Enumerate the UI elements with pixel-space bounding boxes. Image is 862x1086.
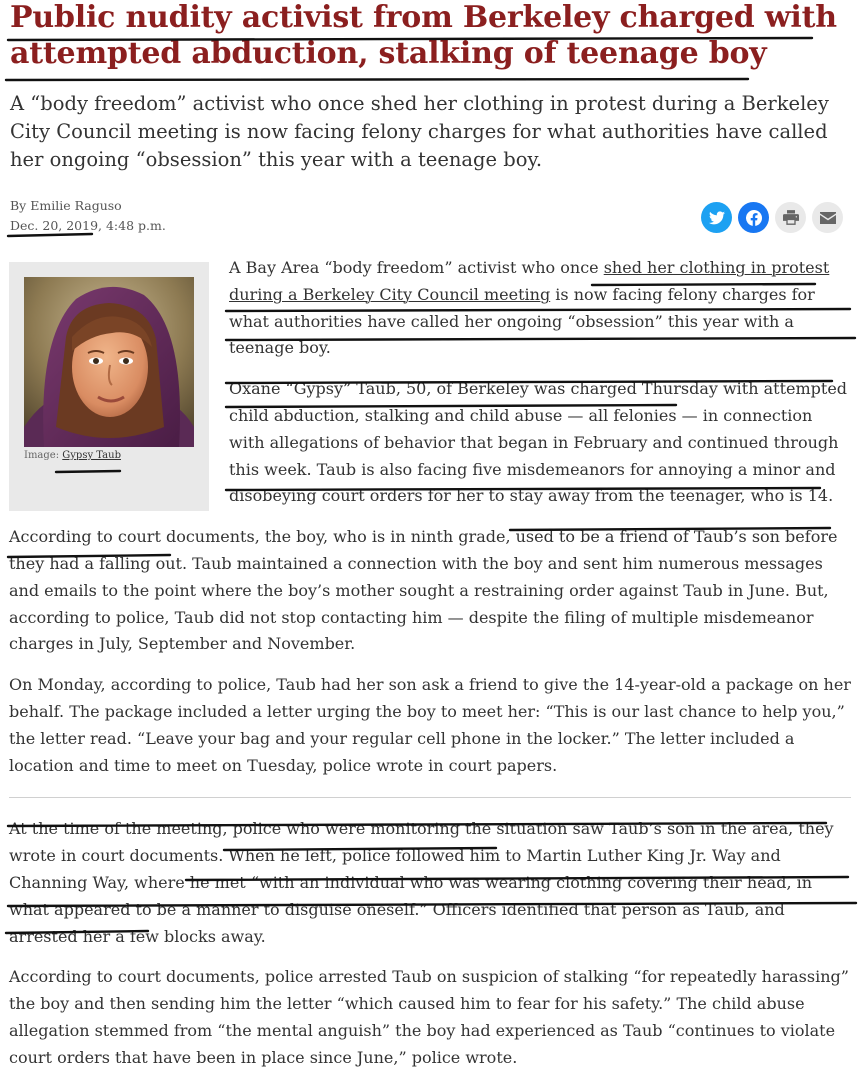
email-icon xyxy=(820,212,836,224)
article-paragraph-5: At the time of the meeting, police who were monitoring the situation saw Taub’s son in the area, they wrote in court documents. When he left, police followed him to Martin Luther King Jr. Way and Channing Way, where he met “with an individual who was wearing clothing covering their head, in what appeared to be a manner to disguise oneself.” Officers identified that person as Taub, and arrested her a few blocks away. xyxy=(9,819,834,946)
facebook-icon xyxy=(746,210,762,226)
caption-prefix: Image: xyxy=(24,450,60,461)
p1-text-b: is now facing felony charges for what authorities have called her ongoing “obsession” this year with a teenage boy. xyxy=(229,284,815,358)
subheadline: A “body freedom” activist who once shed her clothing in protest during a Berkeley City Council meeting is now facing felony charges for what authorities have called her ongoing “obsession” this year with a teenage boy. xyxy=(10,92,829,171)
sidebar-spacer xyxy=(9,255,229,517)
article-paragraph-6: According to court documents, police arrested Taub on suspicion of stalking “for repeatedly harassing” the boy and then sending him the letter “which caused him to fear for his safety.” The child abuse allegation stemmed from “the mental anguish” the boy had experienced as Taub “continues to violate court orders that have been in place since June,” police wrote. xyxy=(9,967,849,1067)
article-paragraph-3: According to court documents, the boy, who is in ninth grade, used to be a friend of Taub’s son before they had a falling out. Taub maintained a connection with the boy and sent him numerous messages and emails to the point where the boy’s mother sought a restraining order against Taub in June. But, according to police, Taub did not stop contacting him — despite the filing of multiple misdemeanor charges in July, September and November. xyxy=(9,527,838,654)
council-meeting-link[interactable]: shed her clothing in protest during a Berkeley City Council meeting xyxy=(229,258,830,304)
share-buttons xyxy=(701,202,843,233)
article-paragraph-4: On Monday, according to police, Taub had her son ask a friend to give the 14-year-old a package on her behalf. The package included a letter urging the boy to meet her: “This is our last chance to help you,” the letter read. “Leave your bag and your regular cell phone in the locker.” The letter included a location and time to meet on Tuesday, police wrote in court papers. xyxy=(9,675,851,775)
dateline xyxy=(10,216,166,236)
p1-text-a: A Bay Area “body freedom” activist who once xyxy=(229,258,604,277)
article-paragraph-2: Oxane “Gypsy” Taub, 50, of Berkeley was charged Thursday with attempted child abduction, stalking and child abuse — all felonies — in connection with allegations of behavior that began in February and continued through this week. Taub is also facing five misdemeanors for annoying a minor and disobeying court orders for her to stay away from the teenager, who is 14. xyxy=(229,379,848,506)
caption-credit-link[interactable]: Gypsy Taub xyxy=(62,450,121,461)
byline[interactable]: By Emilie Raguso xyxy=(10,198,122,213)
facebook-share-button[interactable] xyxy=(738,202,769,233)
twitter-icon xyxy=(709,211,725,225)
content-divider xyxy=(9,797,851,798)
date-separator: , xyxy=(98,218,106,233)
print-button[interactable] xyxy=(775,202,806,233)
publish-time: 4:48 p.m. xyxy=(105,218,166,233)
headline: Public nudity activist from Berkeley charged with attempted abduction, stalking of teenage boy xyxy=(10,0,837,71)
twitter-share-button[interactable] xyxy=(701,202,732,233)
article-body xyxy=(9,255,851,1086)
print-icon xyxy=(783,210,799,225)
email-button[interactable] xyxy=(812,202,843,233)
publish-date: Dec. 20, 2019 xyxy=(10,218,99,233)
